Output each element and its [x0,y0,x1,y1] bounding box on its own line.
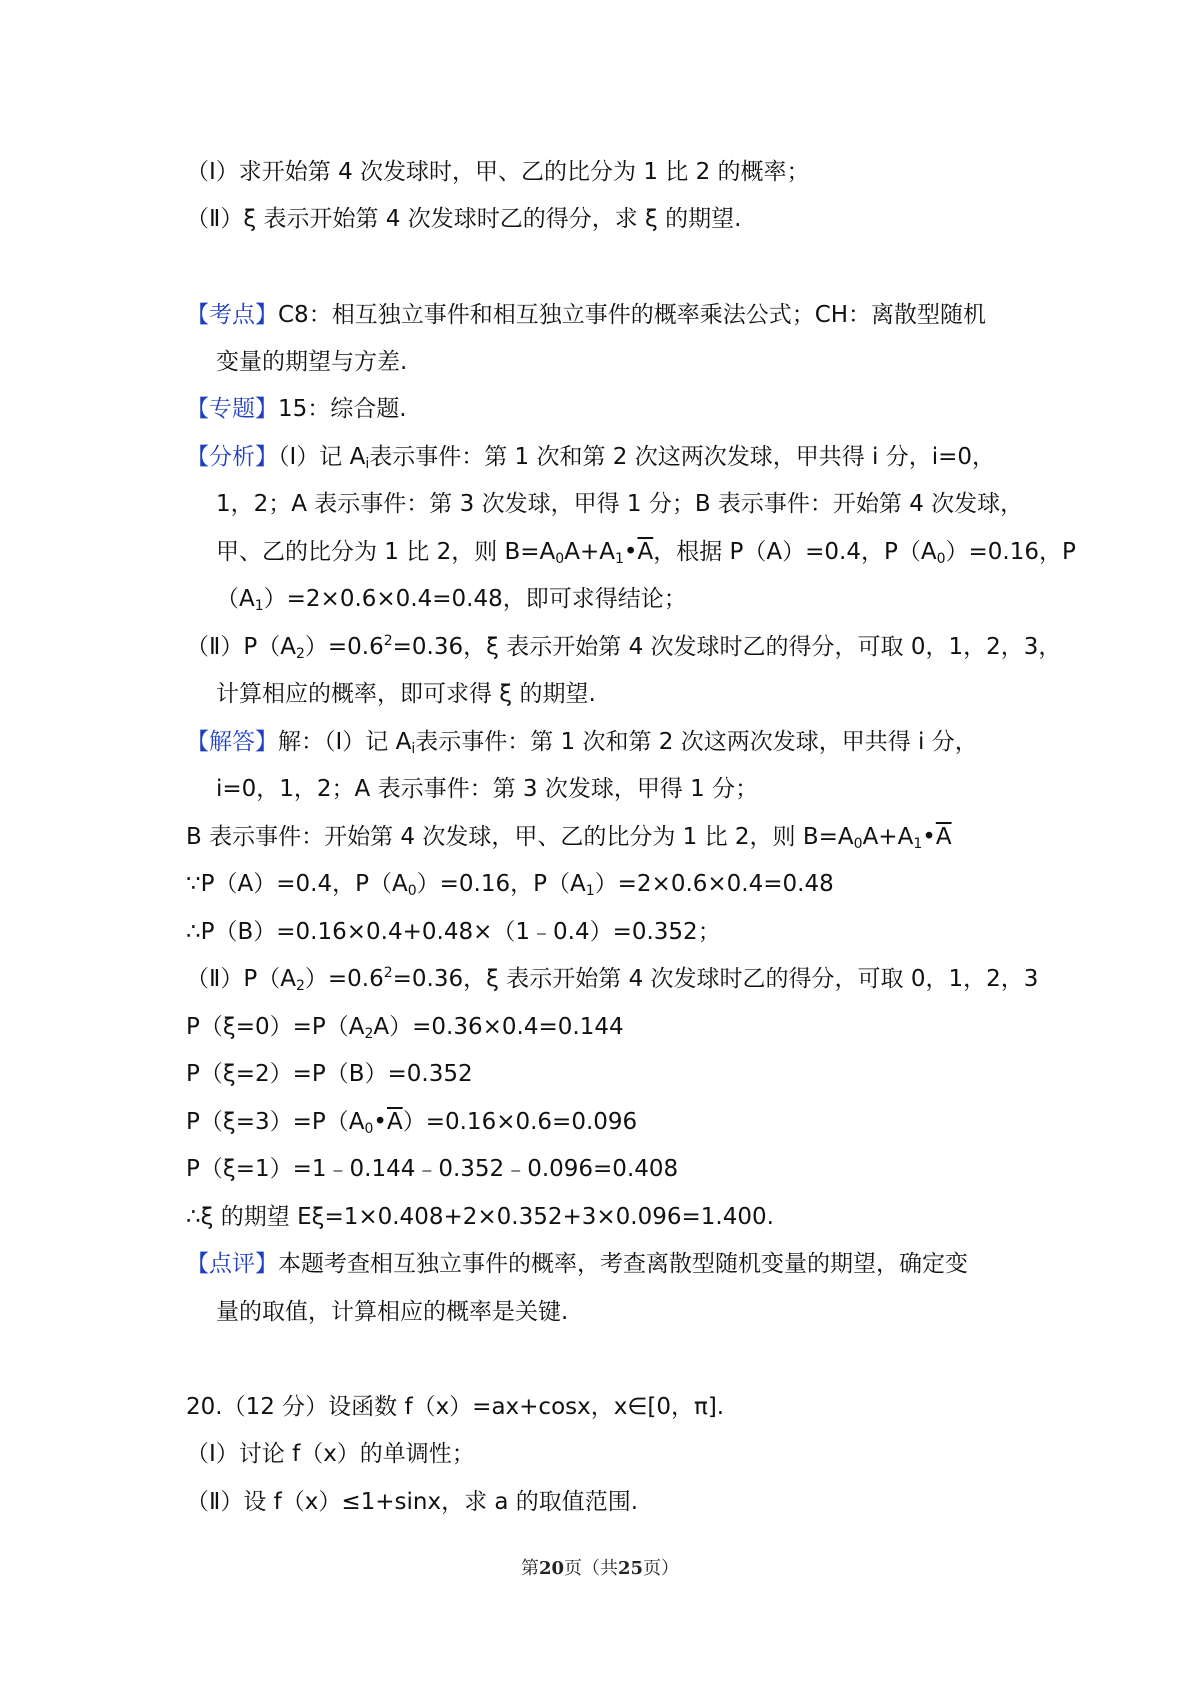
jieda-line2: i=0，1，2；A 表示事件：第 3 次发球，甲得 1 分； [216,776,759,802]
a-bar-symbol: $\overline{A}$ [637,539,654,565]
fenxi-line4: $(A_1)=2\times 0.6\times 0.4=0.48$，即可求得结论； [216,586,687,614]
jieda-line4: ∵P（A）=0.4，$P(A_0)=0.16$，$P(A_1)=2\times 0.6\times 0.4=0.48$ [186,871,834,899]
q20-part1: （Ⅰ）讨论 f（x）的单调性； [186,1441,475,1467]
page-number: 20 [538,1558,564,1579]
fenxi-line1: 【分析】（Ⅰ）记 $A_i$表示事件：第 1 次和第 2 次这两次发球，甲共得 i 分，i=0， [186,444,996,472]
jieda-line7: $P(\xi=0)=P(A_2A)=0.36\times 0.4=0.144$ [186,1014,624,1042]
jieda-line8: P（ξ=2）=P（B）=0.352 [186,1061,473,1087]
jieda-line3: B 表示事件：开始第 4 次发球，甲、乙的比分为 1 比 2，则 $B=A_0A+A_1•\overline{A}$ [186,824,952,852]
fenxi-line5: $(Ⅱ)P(A_2)=0.6^2=0.36$，ξ 表示开始第 4 次发球时乙的得分，可取 0，1，2，3， [186,633,1062,662]
jieda-line10: P（ξ=1）=1﹣0.144﹣0.352﹣0.096=0.408 [186,1156,679,1182]
kaodian-line2: 变量的期望与方差. [216,349,408,375]
a-bar-symbol: $\overline{A}$ [935,824,952,850]
q19-part1: （Ⅰ）求开始第 4 次发球时，甲、乙的比分为 1 比 2 的概率； [186,159,810,185]
q20-stem: 20.（12 分）设函数 f（x）=ax+cosx，x∈[0，π]. [186,1394,725,1420]
fenxi-tag: 【分析】 [186,444,278,470]
jieda-line6: $(Ⅱ)P(A_2)=0.6^2=0.36$，ξ 表示开始第 4 次发球时乙的得分，可取 0，1，2，3 [186,965,1039,994]
fenxi-line2: 1，2；A 表示事件：第 3 次发球，甲得 1 分；B 表示事件：开始第 4 次发球， [216,491,1024,517]
dianping-line1: 【点评】本题考查相互独立事件的概率，考查离散型随机变量的期望，确定变 [186,1251,968,1277]
jieda-line11: ∴ξ 的期望 Eξ=1×0.408+2×0.352+3×0.096=1.400. [186,1204,774,1230]
fenxi-line3: 甲、乙的比分为 1 比 2，则 $B=A_0A+A_1•\overline{A}$，根据 P（A）=0.4，$P(A_0)=0.16$，P [216,539,1076,567]
kaodian-line1: 【考点】C8：相互独立事件和相互独立事件的概率乘法公式；CH：离散型随机 [186,302,987,328]
dianping-line2: 量的取值，计算相应的概率是关键. [216,1299,569,1325]
kaodian-tag: 【考点】 [186,302,278,328]
q19-part2: （Ⅱ）ξ 表示开始第 4 次发球时乙的得分，求 ξ 的期望. [186,206,742,232]
jieda-line9: $P(\xi=3)=P(A_0•\overline{A})=0.16\times 0.6=0.096$ [186,1109,638,1137]
jieda-tag: 【解答】 [186,729,278,755]
zhuanti-tag: 【专题】 [186,396,278,422]
jieda-line1: 【解答】解：（Ⅰ）记 $A_i$表示事件：第 1 次和第 2 次这两次发球，甲共得 i 分， [186,729,978,757]
zhuanti-line: 【专题】15：综合题. [186,396,407,422]
dianping-tag: 【点评】 [186,1251,278,1277]
jieda-line5: ∴P（B）=0.16×0.4+0.48×（1﹣0.4）=0.352； [186,919,721,945]
total-pages: 25 [618,1558,644,1579]
fenxi-line6: 计算相应的概率，即可求得 ξ 的期望. [216,681,596,707]
q20-part2: （Ⅱ）设 f（x）≤1+sinx，求 a 的取值范围. [186,1489,639,1515]
page-footer: 第20页（共25页） [520,1558,680,1579]
a-bar-symbol: $\overline{A}$ [386,1109,403,1135]
